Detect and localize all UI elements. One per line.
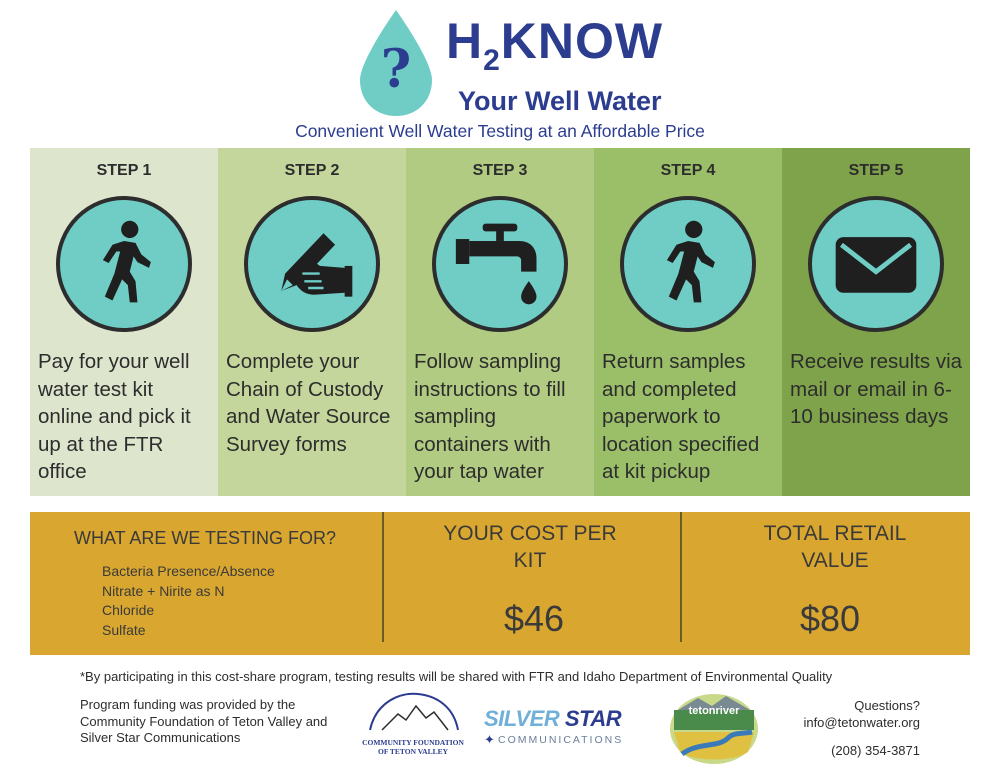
step-2 [218, 148, 406, 496]
email-link[interactable]: info@tetonwater.org [803, 715, 920, 730]
silver-star-logo: SILVER STAR ✦ COMMUNICATIONS [484, 706, 624, 747]
disclaimer-note: *By participating in this cost-share program, testing results will be shared with FTR and Idaho Department of Environmental Quality [80, 669, 833, 684]
divider [382, 512, 384, 642]
list-item: Sulfate [102, 621, 146, 638]
star-icon: ✦ [484, 732, 495, 747]
river-landscape-icon [668, 692, 760, 766]
walking-person-icon [640, 216, 736, 312]
step-description: Receive results via mail or email in 6-10 business days [790, 350, 963, 428]
info-band [30, 512, 970, 655]
list-item: Chloride [102, 602, 155, 618]
page-title: $H_2KNOW$ [446, 13, 664, 77]
water-faucet-icon [452, 216, 548, 312]
question-mark-icon: ? [380, 39, 412, 100]
retail-heading: TOTAL RETAIL VALUE [763, 522, 907, 572]
step-1 [30, 148, 218, 496]
envelope-icon [828, 216, 924, 312]
step-5 [782, 148, 970, 496]
step-label: STEP 4 [660, 162, 716, 179]
cost-heading: YOUR COST PER KIT [443, 522, 617, 572]
step-label: STEP 5 [848, 162, 904, 179]
step-4 [594, 148, 782, 496]
water-drop-logo [356, 8, 436, 118]
tagline: Convenient Well Water Testing at an Affordable Price [295, 121, 705, 141]
list-item: Bacteria Presence/Absence [102, 563, 275, 579]
step-description: Return samples and completed paperwork to location specified at kit pickup [602, 350, 760, 483]
step-label: STEP 3 [472, 162, 528, 179]
hand-writing-icon [264, 216, 360, 312]
walking-person-icon [76, 216, 172, 312]
retail-price: $80 [799, 598, 861, 639]
step-description: Pay for your well water test kit online and pick it up at the FTR office [38, 350, 191, 483]
phone-number: (208) 354-3871 [831, 743, 920, 758]
testing-list [102, 562, 275, 640]
page-subtitle: Your Well Water [458, 86, 662, 116]
divider [680, 512, 682, 642]
steps-row [30, 148, 970, 496]
step-label: STEP 1 [96, 162, 152, 179]
community-foundation-logo: COMMUNITY FOUNDATION OF TETON VALLEY [358, 690, 468, 765]
cost-price: $46 [503, 598, 565, 639]
step-description: Complete your Chain of Custody and Water Source Survey forms [226, 350, 391, 456]
list-item: Nitrate + Nirite as N [102, 582, 225, 599]
step-description: Follow sampling instructions to fill sampling containers with your tap water [414, 350, 566, 483]
step-label: STEP 2 [284, 162, 340, 179]
contact-info [803, 697, 920, 731]
step-3 [406, 148, 594, 496]
teton-river-logo: tetonriver [668, 692, 760, 766]
questions-label: Questions? [854, 698, 920, 713]
funding-text: Program funding was provided by the Community Foundation of Teton Valley and Silver Star Communications [80, 697, 328, 745]
mountain-arc-icon [358, 690, 468, 736]
testing-heading: WHAT ARE WE TESTING FOR? [74, 528, 337, 548]
